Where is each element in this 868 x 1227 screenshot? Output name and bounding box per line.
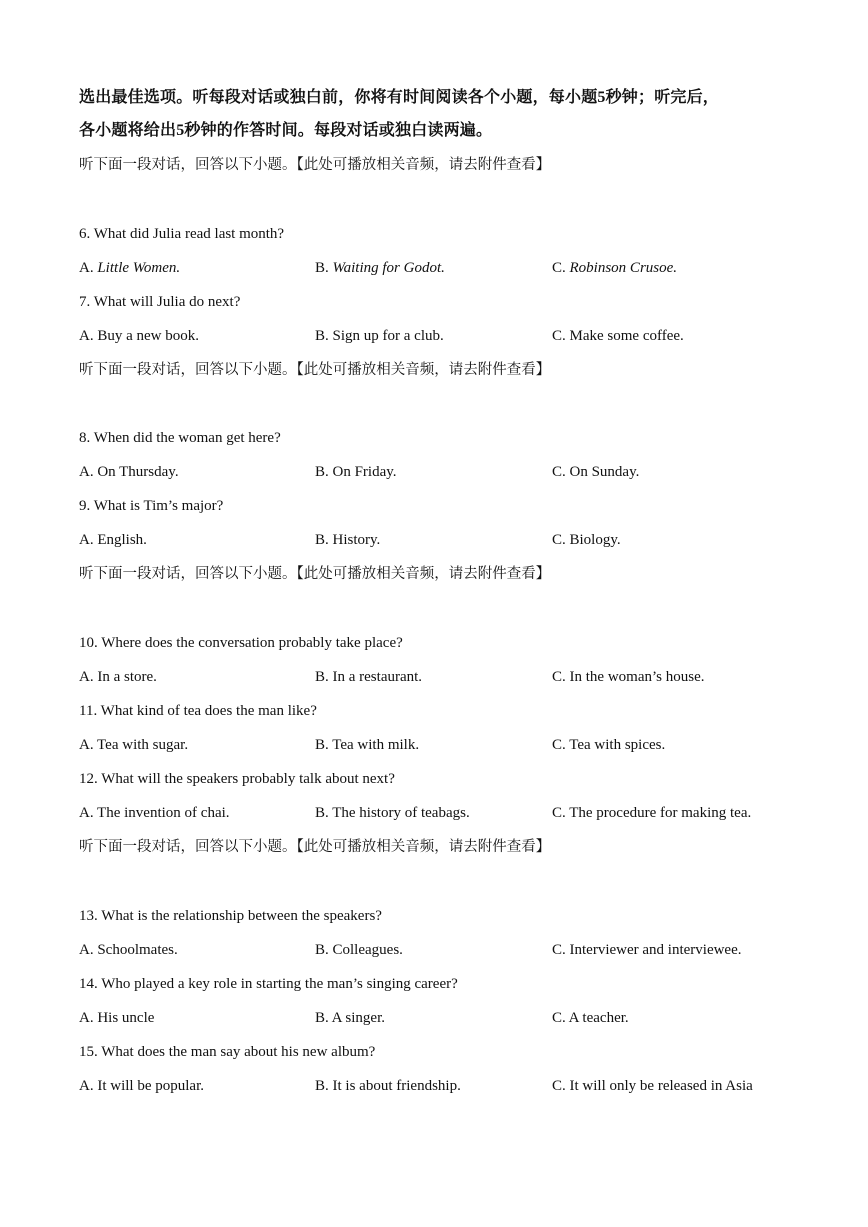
question-10-option-c: C. In the woman’s house. xyxy=(552,669,705,685)
question-15: 15. What does the man say about his new album? xyxy=(79,1044,376,1060)
instruction-line-2: 各小题将给出5秒钟的作答时间。每段对话或独白读两遍。 xyxy=(79,122,493,139)
question-14-option-b: B. A singer. xyxy=(315,1010,386,1026)
option-label: B. xyxy=(315,260,333,276)
instruction-line-1: 选出最佳选项。听每段对话或独白前，你将有时间阅读各个小题，每小题5秒钟；听完后， xyxy=(79,89,720,106)
question-6-option-c xyxy=(552,258,677,278)
question-6: 6. What did Julia read last month? xyxy=(79,226,285,242)
question-15-option-c: C. It will only be released in Asia xyxy=(552,1078,753,1094)
audio-note: 听下面一段对话，回答以下小题。【此处可播放相关音频，请去附件查看】 xyxy=(79,566,551,582)
question-7-option-a: A. Buy a new book. xyxy=(79,328,199,344)
question-8-option-b: B. On Friday. xyxy=(315,464,397,480)
question-8-option-a: A. On Thursday. xyxy=(79,464,179,480)
option-text: Waiting for Godot. xyxy=(332,260,445,276)
audio-note: 听下面一段对话，回答以下小题。【此处可播放相关音频，请去附件查看】 xyxy=(79,839,551,855)
question-9-option-a: A. English. xyxy=(79,532,147,548)
question-11-option-b: B. Tea with milk. xyxy=(315,737,420,753)
option-label: A. xyxy=(79,260,98,276)
question-14-option-c: C. A teacher. xyxy=(552,1010,629,1026)
question-6-option-a xyxy=(79,258,180,278)
question-8-option-c: C. On Sunday. xyxy=(552,464,640,480)
audio-note: 听下面一段对话，回答以下小题。【此处可播放相关音频，请去附件查看】 xyxy=(79,362,551,378)
question-13-option-c: C. Interviewer and interviewee. xyxy=(552,942,742,958)
question-6-option-b xyxy=(315,258,445,278)
question-11-option-c: C. Tea with spices. xyxy=(552,737,666,753)
question-15-option-a: A. It will be popular. xyxy=(79,1078,204,1094)
question-12-option-b: B. The history of teabags. xyxy=(315,805,470,821)
question-9: 9. What is Tim’s major? xyxy=(79,498,224,514)
audio-note: 听下面一段对话，回答以下小题。【此处可播放相关音频，请去附件查看】 xyxy=(79,157,551,173)
question-8: 8. When did the woman get here? xyxy=(79,430,281,446)
question-7: 7. What will Julia do next? xyxy=(79,294,241,310)
question-14-option-a: A. His uncle xyxy=(79,1010,155,1026)
question-14: 14. Who played a key role in starting the man’s singing career? xyxy=(79,976,458,992)
question-12-option-a: A. The invention of chai. xyxy=(79,805,230,821)
question-10: 10. Where does the conversation probably take place? xyxy=(79,635,403,651)
question-11-option-a: A. Tea with sugar. xyxy=(79,737,189,753)
question-7-option-c: C. Make some coffee. xyxy=(552,328,684,344)
question-10-option-b: B. In a restaurant. xyxy=(315,669,423,685)
question-9-option-b: B. History. xyxy=(315,532,381,548)
option-label: C. xyxy=(552,260,570,276)
question-13-option-b: B. Colleagues. xyxy=(315,942,403,958)
option-text: Robinson Crusoe. xyxy=(569,260,678,276)
question-10-option-a: A. In a store. xyxy=(79,669,157,685)
question-12-option-c: C. The procedure for making tea. xyxy=(552,805,752,821)
question-11: 11. What kind of tea does the man like? xyxy=(79,703,317,719)
question-13: 13. What is the relationship between the speakers? xyxy=(79,908,382,924)
question-7-option-b: B. Sign up for a club. xyxy=(315,328,444,344)
question-9-option-c: C. Biology. xyxy=(552,532,621,548)
question-12: 12. What will the speakers probably talk about next? xyxy=(79,771,395,787)
question-15-option-b: B. It is about friendship. xyxy=(315,1078,461,1094)
question-13-option-a: A. Schoolmates. xyxy=(79,942,178,958)
option-text: Little Women. xyxy=(97,260,181,276)
